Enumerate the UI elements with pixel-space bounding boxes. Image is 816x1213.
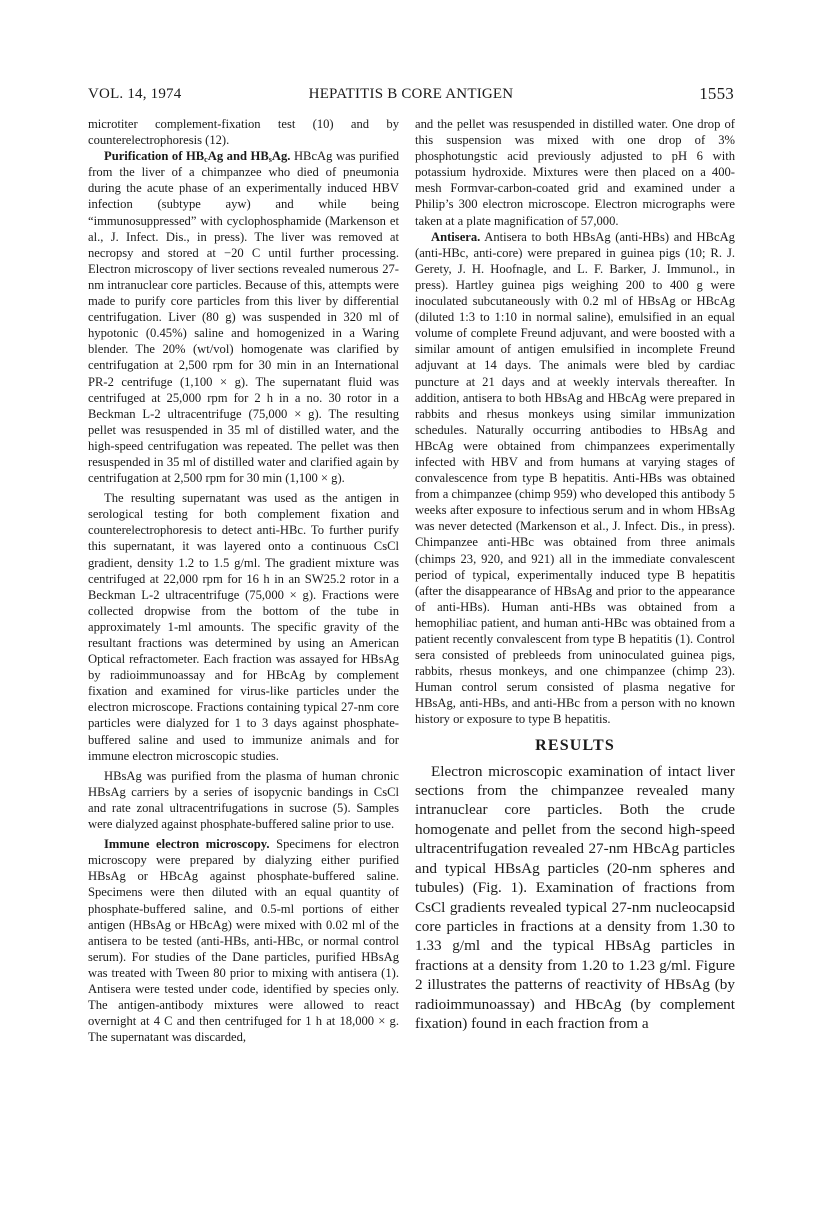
paragraph: HBsAg was purified from the plasma of human chronic HBsAg carriers by a series of isopycnic bandings in CsCl and rate zonal ultracentrifugations in sucrose (5). Samples were dialyzed against phosphate-buffered saline prior to use. [88, 768, 399, 832]
results-section [415, 762, 735, 1034]
page-number: 1553 [699, 84, 734, 103]
paragraph-purification [88, 148, 399, 486]
running-header [88, 86, 734, 108]
run-in-heading: Immune electron microscopy. [104, 837, 270, 852]
section-title-results: RESULTS [535, 736, 615, 754]
run-in-heading: Purification of $HB_cAg$ and $HB_sAg$. [104, 149, 291, 165]
run-in-heading: Antisera. [431, 229, 481, 244]
left-column [88, 116, 399, 1045]
paragraph-body: HBcAg was purified from the liver of a chimpanzee who died of pneumonia during the acute phase of an experimentally induced HBV infection (subtype ayw) and while being “immunosuppressed” with cyclophosphamide (Markenson et al., J. Infect. Dis., in press). The liver was removed at necropsy and stored at −20 C until further processing. Electron microscopy of liver sections revealed numerous 27-nm intranuclear core particles. Because of this, attempts were made to purify core particles from this liver by differential centrifugation. Liver (80 g) was suspended in 320 ml of hypotonic (0.45%) saline and homogenized in a Waring blender. The 20% (wt/vol) homogenate was clarified by centrifugation at 2,500 rpm for 30 min in an International PR-2 centrifuge (1,100 × g). The supernatant fluid was centrifuged at 25,000 rpm for 2 h in a no. 30 rotor in a Beckman L-2 ultracentrifuge (75,000 × g). The resulting pellet was resuspended in 35 ml of distilled water, and the high-speed centrifugation was repeated. The pellet was then resuspended in 35 ml of distilled water and clarified again by centrifugation at 2,500 rpm for 30 min (1,100 × g). [88, 149, 399, 486]
paragraph: and the pellet was resuspended in distilled water. One drop of this suspension was mixed with one drop of 3% phosphotungstic acid previously adjusted to pH 6 with potassium hydroxide. Mixtures were then placed on a 400-mesh Formvar-carbon-coated grid and examined under a Philip’s 300 electron microscope. Electron micrographs were taken at a plate magnification of 57,000. [415, 117, 735, 228]
running-title: HEPATITIS B CORE ANTIGEN [308, 86, 514, 102]
paragraph-antisera [415, 229, 735, 728]
paragraph-immune-em [88, 836, 399, 1045]
journal-volume: VOL. 14, 1974 [88, 86, 182, 102]
paragraph-body: Specimens for electron microscopy were prepared by dialyzing either purified HBsAg or HBcAg against phosphate-buffered saline. Specimens were then diluted with an equal quantity of phosphate-buffered saline, and 0.5-ml portions of either antigen (HBsAg or HBcAg) were mixed with 0.02 ml of the antisera to be tested (anti-HBs, anti-HBc, or normal control serum). For studies of the Dane particles, purified HBsAg was treated with Tween 80 prior to mixing with antisera (1). Antisera were tested under code, identified by species only. The antigen-antibody mixtures were allowed to react overnight at 4 C and then centrifuged for 1 h at 18,000 × g. The supernatant was discarded, [88, 837, 399, 1045]
paragraph: Electron microscopic examination of intact liver sections from the chimpanzee revealed many intranuclear core particles. Both the crude homogenate and pellet from the second high-speed ultracentrifugation revealed 27-nm HBcAg particles and typical HBsAg particles (20-nm spheres and tubules) (Fig. 1). Examination of fractions from CsCl gradients revealed typical 27-nm nucleocapsid core particles in fractions at a density from 1.30 to 1.33 g/ml and the typical HBsAg particles in fractions at a density from 1.20 to 1.23 g/ml. Figure 2 illustrates the patterns of reactivity of HBsAg (by radioimmunoassay) and HBcAg (by complement fixation) found in each fraction from a [415, 762, 735, 1032]
paragraph-body: Antisera to both HBsAg (anti-HBs) and HBcAg (anti-HBc, anti-core) were prepared in guinea pigs (10; R. J. Gerety, J. H. Hoofnagle, and L. F. Barker, J. Immunol., in press). Hartley guinea pigs weighing 200 to 400 g were inoculated subcutaneously with 0.2 ml of HBsAg or HBcAg (diluted 1:3 to 1:10 in normal saline), emulsified in an equal volume of complete Freund adjuvant, and were boosted with a similar amount of antigen emulsified in incomplete Freund adjuvant at 14 days. The animals were bled by cardiac puncture at 21 days and at weekly intervals thereafter. In addition, antisera to both HBsAg and HBcAg were prepared in rabbits and rhesus monkeys using similar immunization schedules. Naturally occurring antibodies to HBsAg and HBcAg were obtained from chimpanzees experimentally infected with HBV and from humans at varying stages of convalescence from type B hepatitis. Anti-HBs was obtained from a chimpanzee (chimp 959) who developed this antibody 5 weeks after exposure to infectious serum and in whom HBsAg was never detected (Markenson et al., J. Infect. Dis., in press). Chimpanzee anti-HBc was obtained from three animals (chimps 23, 920, and 921) all in the immediate convalescent period of typical, experimentally induced type B hepatitis (after the disappearance of HBsAg and prior to the appearance of anti-HBs). Human anti-HBs was obtained from a hemophiliac patient, and human anti-HBc was obtained from a patient recently convalescent from type B hepatitis (1). Control sera consisted of prebleeds from uninoculated guinea pigs, rabbits, rhesus monkeys, and one chimpanzee (chimp 23). Human control serum consisted of plasma negative for HBsAg, anti-HBs, and anti-HBc from a person with no known history or exposure to type B hepatitis. [415, 229, 735, 727]
paragraph: The resulting supernatant was used as the antigen in serological testing for both complement fixation and counterelectrophoresis to detect anti-HBc. To further purify this supernatant, it was layered onto a continuous CsCl gradient, density 1.2 to 1.5 g/ml. The gradient mixture was centrifuged at 22,000 rpm for 16 h in an SW25.2 rotor in a Beckman L-2 ultracentrifuge (75,000 × g). Fractions were collected dropwise from the bottom of the tube in approximately 1-ml amounts. The specific gravity of the resultant fractions was determined by using an American Optical refractometer. Each fraction was assayed for HBsAg by radioimmunoassay and for HBcAg by complement fixation and examined for virus-like particles under the electron microscope. Fractions containing typical 27-nm core particles were dialyzed for 1 to 3 days against phosphate-buffered saline and used to immunize animals and for immune electron microscopic studies. [88, 491, 399, 763]
paragraph: microtiter complement-fixation test (10) and by counterelectrophoresis (12). [88, 117, 399, 148]
right-column [415, 116, 735, 1033]
